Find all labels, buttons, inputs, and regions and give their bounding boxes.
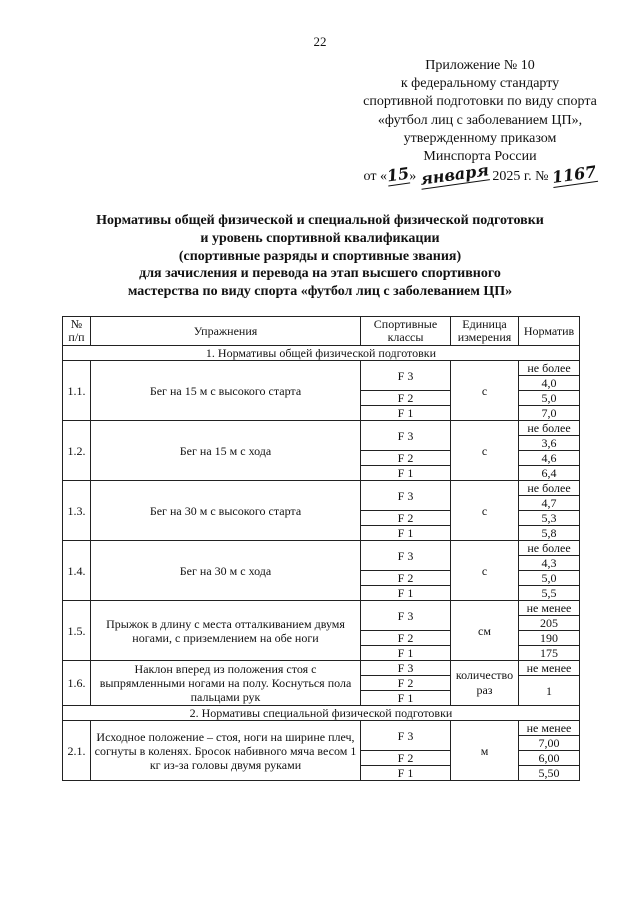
norm-qualifier: не более <box>519 421 580 436</box>
row-number: 1.5. <box>63 601 91 661</box>
appendix-block <box>330 57 630 189</box>
header-exercise: Упражнения <box>91 317 361 346</box>
header-classes: Спортивные классы <box>361 317 451 346</box>
norm-value: 4,6 <box>519 451 580 466</box>
norm-qualifier: не менее <box>519 661 580 676</box>
title-line: для зачисления и перевода на этап высшего спортивного <box>139 266 501 282</box>
class-cell: F 1 <box>361 691 451 706</box>
table-row <box>63 481 580 496</box>
norm-value: 1 <box>519 676 580 706</box>
table-row <box>63 661 580 676</box>
header-norm: Норматив <box>519 317 580 346</box>
row-number: 1.1. <box>63 361 91 421</box>
exercise-cell: Исходное положение – стоя, ноги на ширине плеч, согнуты в коленях. Бросок набивного мяча весом 1 кг из-за головы двумя руками <box>91 721 361 781</box>
norm-value: 4,0 <box>519 376 580 391</box>
section-title: 1. Нормативы общей физической подготовки <box>63 346 580 361</box>
row-number: 1.3. <box>63 481 91 541</box>
page-number: 22 <box>313 34 327 49</box>
class-cell: F 1 <box>361 466 451 481</box>
class-cell: F 2 <box>361 511 451 526</box>
document-title <box>20 212 620 301</box>
norm-value: 175 <box>519 646 580 661</box>
row-number: 1.4. <box>63 541 91 601</box>
norm-qualifier: не более <box>519 481 580 496</box>
handwritten-day: 15 <box>385 163 411 186</box>
handwritten-order-number: 1167 <box>550 162 598 188</box>
handwritten-month: января <box>418 160 490 189</box>
norm-value: 7,00 <box>519 736 580 751</box>
unit-cell: количество раз <box>451 661 519 706</box>
class-cell: F 2 <box>361 676 451 691</box>
table-row <box>63 421 580 436</box>
class-cell: F 1 <box>361 586 451 601</box>
table-row <box>63 361 580 376</box>
header-unit: Единица измерения <box>451 317 519 346</box>
year-text: 2025 г. № <box>492 169 549 185</box>
class-cell: F 1 <box>361 766 451 781</box>
unit-cell: с <box>451 541 519 601</box>
date-prefix: от « <box>363 169 387 185</box>
norm-value: 190 <box>519 631 580 646</box>
unit-cell: с <box>451 421 519 481</box>
section-row <box>63 346 580 361</box>
appendix-line: «футбол лиц с заболеванием ЦП», <box>377 112 583 128</box>
class-cell: F 1 <box>361 526 451 541</box>
title-line: и уровень спортивной квалификации <box>200 230 440 246</box>
norm-value: 6,00 <box>519 751 580 766</box>
appendix-line: спортивной подготовки по виду спорта <box>363 94 597 110</box>
unit-cell: см <box>451 601 519 661</box>
norm-qualifier: не более <box>519 361 580 376</box>
norm-value: 4,7 <box>519 496 580 511</box>
appendix-line: к федеральному стандарту <box>400 76 560 92</box>
exercise-cell: Бег на 30 м с высокого старта <box>91 481 361 541</box>
class-cell: F 3 <box>361 361 451 391</box>
order-date-line <box>330 160 630 189</box>
exercise-cell: Наклон вперед из положения стоя с выпрямленными ногами на полу. Коснуться пола пальцами рук <box>91 661 361 706</box>
norm-qualifier: не менее <box>519 721 580 736</box>
class-cell: F 3 <box>361 481 451 511</box>
class-cell: F 3 <box>361 421 451 451</box>
norm-value: 3,6 <box>519 436 580 451</box>
class-cell: F 2 <box>361 751 451 766</box>
class-cell: F 3 <box>361 541 451 571</box>
unit-cell: м <box>451 721 519 781</box>
class-cell: F 3 <box>361 721 451 751</box>
class-cell: F 1 <box>361 406 451 421</box>
unit-cell: с <box>451 361 519 421</box>
date-mid: » <box>409 169 417 185</box>
row-number: 1.6. <box>63 661 91 706</box>
section-row <box>63 706 580 721</box>
title-line: Нормативы общей физической и специальной физической подготовки <box>96 213 544 228</box>
norm-value: 5,0 <box>519 391 580 406</box>
table-row <box>63 721 580 736</box>
table-header-row <box>63 317 580 346</box>
norm-value: 5,0 <box>519 571 580 586</box>
appendix-line: Приложение № 10 <box>425 58 535 73</box>
norm-value: 205 <box>519 616 580 631</box>
class-cell: F 2 <box>361 631 451 646</box>
appendix-line: Минспорта России <box>423 149 537 165</box>
unit-cell: с <box>451 481 519 541</box>
title-line: (спортивные разряды и спортивные звания) <box>178 248 462 264</box>
standards-table <box>62 316 580 781</box>
header-num: № п/п <box>63 317 91 346</box>
exercise-cell: Прыжок в длину с места отталкиванием двумя ногами, с приземлением на обе ноги <box>91 601 361 661</box>
norm-value: 4,3 <box>519 556 580 571</box>
class-cell: F 2 <box>361 391 451 406</box>
class-cell: F 3 <box>361 661 451 676</box>
class-cell: F 2 <box>361 571 451 586</box>
table-row <box>63 541 580 556</box>
norm-value: 5,50 <box>519 766 580 781</box>
row-number: 1.2. <box>63 421 91 481</box>
exercise-cell: Бег на 15 м с хода <box>91 421 361 481</box>
appendix-line: утвержденному приказом <box>403 130 557 146</box>
table-row <box>63 601 580 616</box>
class-cell: F 2 <box>361 451 451 466</box>
norm-value: 5,8 <box>519 526 580 541</box>
norm-qualifier: не более <box>519 541 580 556</box>
norm-value: 5,5 <box>519 586 580 601</box>
row-number: 2.1. <box>63 721 91 781</box>
class-cell: F 1 <box>361 646 451 661</box>
exercise-cell: Бег на 30 м с хода <box>91 541 361 601</box>
exercise-cell: Бег на 15 м с высокого старта <box>91 361 361 421</box>
section-title: 2. Нормативы специальной физической подготовки <box>63 706 580 721</box>
title-line: мастерства по виду спорта «футбол лиц с заболеванием ЦП» <box>127 284 513 300</box>
norm-value: 7,0 <box>519 406 580 421</box>
norm-value: 5,3 <box>519 511 580 526</box>
norm-qualifier: не менее <box>519 601 580 616</box>
norm-value: 6,4 <box>519 466 580 481</box>
class-cell: F 3 <box>361 601 451 631</box>
